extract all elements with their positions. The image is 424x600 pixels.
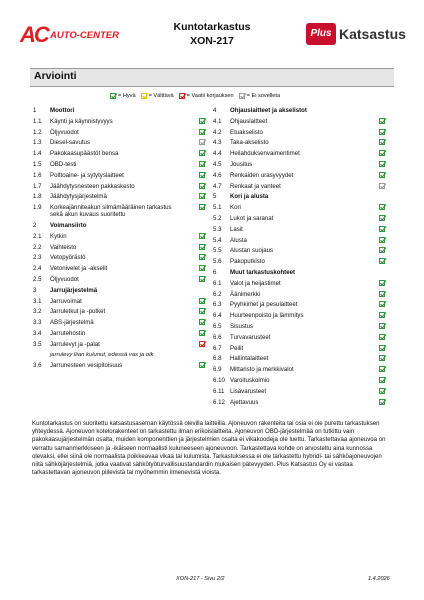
status-check-icon [199,308,205,314]
item-label: Turvavarusteet [230,333,271,341]
item-label: Etuakselisto [230,128,263,136]
group-header [213,107,388,116]
status-check-icon [199,118,205,124]
item-label: Huurteenpoisto ja lämmitys [230,312,304,320]
footer-date: 1.4.2026 [368,576,390,582]
item-label: Lisävarusteet [230,387,267,395]
inspection-row [213,280,388,289]
item-number: 1.2 [33,128,42,136]
item-label: Alusta [230,236,247,244]
inspection-row [213,226,388,235]
inspection-row [33,298,208,307]
item-number: 3.6 [33,362,42,370]
inspection-row [213,172,388,181]
item-number: 2.3 [33,254,42,262]
status-check-icon [379,237,385,243]
inspection-row [33,308,208,317]
item-number: 1.7 [33,182,42,190]
legend-check-icon [110,93,116,99]
auto-center-logo-mark: AC [20,22,48,47]
item-number: 6.5 [213,323,222,330]
item-label: Renkaiden urasyvyydet [230,171,294,179]
item-label: Hallintalaitteet [230,355,269,363]
item-label: Pakokaasupäästöt bensa [50,150,119,158]
item-label: Lukot ja saranat [230,215,274,222]
status-check-icon [379,388,385,394]
item-number: 3.3 [33,319,42,327]
page-footer: XON-217 - Sivu 2/2 [176,576,225,582]
license-plate: XON-217 [190,35,234,47]
item-number: 3.2 [33,308,42,316]
legend-label: = Ei sovelleta [246,93,281,99]
disclaimer-paragraph: Kuntotarkastus on suoritettu katsastusaseman käytössä olevilla laitteilla. Ajoneuvon rakenteita tai osia ei ole purettu tarkastuksen yhteydessä. Ajoneuvon kotelorakenteet on tarkastettu ilman erikoislaitteita. Ajoneuvon OBD-järjestelmää on tutkittu vain pakokaasujärjestelmän osalta, muiden komponenttien ja järjestelmien osalta ei vikakoodeja ole luettu. Tarkastettavaa ajoneuvoa on verrattu samanmerkkiseen ja -ikäiseen normaalisti kuluneeseen ajoneuvoon. Tarkastettava kohde on arvosteltu aina kunnossa olevaksi, ellei siinä ole normaalista poikkeavaa vikaa tai kulumista. Tarkastuksessa ei ole tarkastettu hybridi- tai sähköajoneuvojen niitä sähköjärjestelmiä, jotka vaativat sähkötyöturvallisuustandardin mukaisen pätevyyden. Plus Katsastus Oy ei vastaa tarkastettavan ajoneuvon piilevistä tai myöhemmin ilmenevistä vioista. [32,420,386,477]
inspection-row [33,341,208,350]
item-label: Peilit [230,344,244,352]
status-check-icon [199,193,205,199]
item-number: 1.9 [33,204,42,212]
status-check-icon [199,161,205,167]
inspection-row [213,301,388,310]
legend-check-icon [141,93,147,99]
status-check-icon [379,215,385,221]
status-check-icon [199,298,205,304]
status-check-icon [379,301,385,307]
inspection-row [213,366,388,375]
legend-check-icon [179,93,185,99]
status-check-icon [199,183,205,189]
item-number: 5.6 [213,258,222,266]
item-note: jarrulevy liian kulunut, edessä vas ja oik [50,351,154,358]
item-number: 4.7 [213,182,222,190]
item-number: 3.5 [33,340,42,348]
item-label: Äänimerkki [230,290,261,298]
group-header [33,222,208,231]
legend-item [239,93,280,99]
item-label: Kori ja alusta [230,193,269,201]
inspection-row [213,139,388,148]
item-label: Jarrulevyt ja -palat [50,340,100,348]
document-title-block [150,20,274,48]
item-label: Renkaat ja vanteet [230,182,281,190]
item-number: 2.4 [33,265,42,273]
item-label: Alustan suojaus [230,247,274,255]
item-number: 2.2 [33,243,42,251]
inspection-row [213,355,388,364]
inspection-row [33,161,208,170]
item-label: Korkeajänniteakun silmämääräinen tarkastus [50,204,172,212]
auto-center-logo-text: AUTO-CENTER [50,30,119,41]
status-check-icon [379,312,385,318]
legend-item [179,93,234,99]
status-check-icon [199,276,205,282]
inspection-row [213,237,388,246]
inspection-row [213,334,388,343]
item-label: Pakoputkisto [230,258,265,266]
status-check-icon [379,323,385,329]
inspection-row [213,323,388,332]
status-check-icon [379,161,385,167]
item-label: Lasit [230,225,243,233]
legend-item [110,93,136,99]
inspection-row [213,247,388,256]
status-check-icon [379,291,385,297]
status-check-icon [199,319,205,325]
item-label: Heilahduksenvaimentimet [230,150,300,158]
item-label: Vetopyörästö [50,254,86,262]
inspection-row [33,265,208,274]
inspection-row [33,118,208,127]
item-number: 6.9 [213,366,222,374]
item-label: Jarrujärjestelmä [50,286,98,294]
status-check-icon [199,265,205,271]
item-number: 4.4 [213,150,222,158]
legend-label: = Välttävä [148,93,174,99]
status-check-icon [379,150,385,156]
status-check-icon [379,366,385,372]
inspection-row [33,150,208,159]
document-title: Kuntotarkastus [173,21,251,33]
inspection-row [213,161,388,170]
item-label: Käynti ja käynnistyvyys [50,117,113,125]
item-number: 1.3 [33,139,42,147]
status-check-icon [379,247,385,253]
inspection-row [33,362,208,371]
item-label: Diesel-savutus [50,139,90,147]
item-label: Ajettavuus [230,398,259,406]
item-number: 6.12 [213,398,225,406]
item-number: 6 [213,269,217,276]
item-number: 2 [33,222,37,229]
status-check-icon [199,330,205,336]
inspection-row [33,254,208,263]
item-number: 6.8 [213,355,222,363]
section-title: Arviointi [34,70,77,82]
inspection-row [33,204,208,219]
status-check-icon [379,129,385,135]
status-check-icon [379,226,385,232]
item-label: Kytkin [50,232,67,240]
item-number: 1.8 [33,193,42,201]
item-label: Moottori [50,107,75,114]
item-number: 4.3 [213,139,222,147]
item-label: Valot ja heijastimet [230,279,281,287]
item-number: 2.5 [33,276,42,283]
item-number: 6.1 [213,279,222,287]
inspection-row [33,319,208,328]
status-check-icon [199,254,205,260]
inspection-row [213,258,388,267]
item-number: 5.2 [213,215,222,222]
item-number: 1.6 [33,171,42,179]
status-check-icon [199,172,205,178]
item-number: 3.1 [33,297,42,305]
item-number: 5.4 [213,236,222,244]
inspection-row [33,276,208,285]
group-header [33,107,208,116]
item-label: Jarruvoimat [50,297,82,305]
item-label: Jäähdytysjärjestelmä [50,193,107,201]
status-check-icon [199,233,205,239]
item-label: Jarruletkut ja -putket [50,308,106,316]
status-check-icon [379,334,385,340]
inspection-row [213,399,388,408]
status-check-icon [379,118,385,124]
item-number: 6.7 [213,344,222,352]
legend-check-icon [239,93,245,99]
inspection-row [213,291,388,300]
item-number: 4.2 [213,128,222,136]
item-label: Pyyhkimet ja pesulaitteet [230,301,298,309]
inspection-row [33,139,208,148]
legend-label: = Vaatii korjauksen [186,93,234,99]
item-number: 6.4 [213,312,222,320]
inspection-row [33,244,208,253]
item-number: 4 [213,107,217,114]
item-number: 3.4 [33,330,42,337]
item-label: Kori [230,204,241,212]
item-label: Sisustus [230,323,254,330]
legend-item [141,93,174,99]
plus-badge: Plus [306,23,336,45]
status-check-icon [199,129,205,135]
status-check-icon [379,139,385,145]
inspection-row [213,388,388,397]
item-label: Mittaristo ja merkkivalot [230,366,294,374]
item-label: OBD-testi [50,161,77,168]
item-number: 1.4 [33,150,42,158]
item-label: Polttoaine- ja sytytyslaitteet [50,171,124,179]
status-check-icon [379,355,385,361]
status-check-icon [199,244,205,250]
item-label: ABS-järjestelmä [50,319,94,327]
item-label: Vetonivelet ja -akselit [50,265,108,273]
inspection-row [33,330,208,339]
status-check-icon [379,280,385,286]
inspection-row [213,118,388,127]
status-legend [110,91,285,101]
status-check-icon [379,399,385,405]
item-label: Jarrutehostin [50,330,86,337]
item-label: Varoituskolmio [230,377,270,384]
inspection-row [213,345,388,354]
item-number: 1 [33,107,37,114]
auto-center-logo [20,22,128,46]
katsastus-logo-text: Katsastus [339,26,406,42]
plus-katsastus-logo [306,23,406,47]
item-number: 5.3 [213,225,222,233]
inspection-row [213,312,388,321]
status-check-icon [199,139,205,145]
inspection-row [33,172,208,181]
item-number: 6.10 [213,377,225,384]
status-check-icon [379,258,385,264]
inspection-row [213,129,388,138]
item-label: Taka-akselisto [230,139,269,147]
status-check-icon [199,362,205,368]
item-number: 4.1 [213,117,222,125]
item-label: Öljyvuodot [50,128,79,136]
item-number: 4.6 [213,171,222,179]
item-label: Muut tarkastuskohteet [230,269,296,276]
item-number: 5 [213,193,217,201]
item-number: 1.5 [33,161,42,168]
status-check-icon [379,345,385,351]
status-check-icon [379,183,385,189]
inspection-row [33,183,208,192]
item-number: 3 [33,286,37,294]
item-number: 5.1 [213,204,222,212]
status-check-icon [379,172,385,178]
group-header [213,269,388,278]
inspection-row [213,183,388,192]
item-label: Jarrunesteen vesipitoisuus [50,362,123,370]
item-label: Öljyvuodot [50,276,79,283]
item-label: Ohjauslaitteet [230,117,268,125]
section-header [30,68,394,87]
inspection-row [213,215,388,224]
inspection-row [213,150,388,159]
item-label: Jäähdytysnesteen pakkaskesto [50,182,135,190]
status-check-icon [199,204,205,210]
inspection-row [213,204,388,213]
inspection-row [213,377,388,386]
status-check-icon [379,204,385,210]
item-number: 1.1 [33,117,42,125]
item-number: 6.6 [213,333,222,341]
item-number: 6.11 [213,387,225,395]
status-check-icon [379,377,385,383]
group-header [33,287,208,296]
item-number: 6.3 [213,301,222,309]
inspection-row [33,193,208,202]
status-check-icon [199,341,205,347]
item-number: 4.5 [213,161,222,168]
item-label: Vaihteisto [50,243,77,251]
inspection-row [33,233,208,242]
item-label-continued: sekä akun kuvaus suoritettu [50,211,126,219]
item-label: Jousitus [230,161,253,168]
inspection-row [33,129,208,138]
item-number: 5.5 [213,247,222,255]
item-label: Ohjauslaitteet ja akselistot [230,107,307,114]
legend-label: = Hyvä [118,93,136,99]
status-check-icon [199,150,205,156]
group-header [213,193,388,202]
item-number: 6.2 [213,290,222,298]
item-number: 2.1 [33,232,42,240]
item-label: Voimansiirto [50,222,87,229]
